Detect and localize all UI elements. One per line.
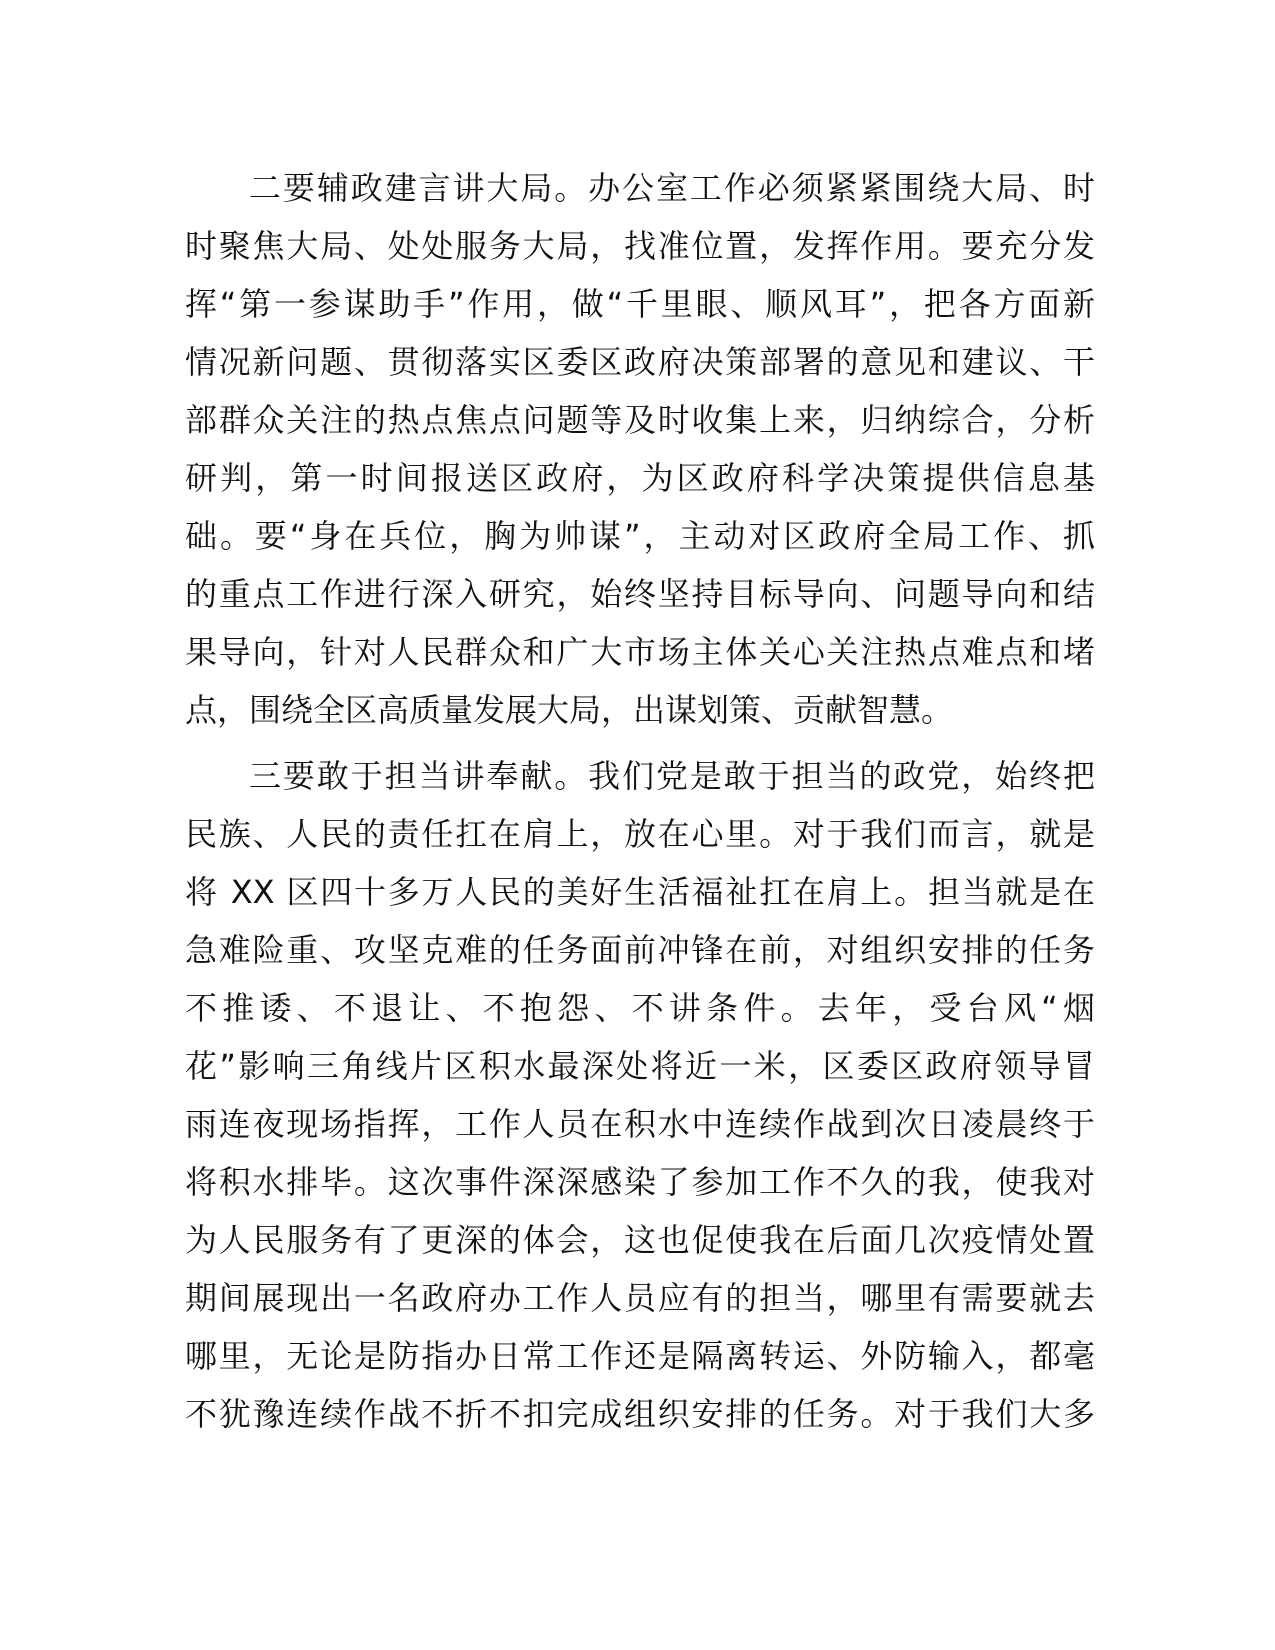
text-line: 将积水排毕。这次事件深深感染了参加工作不久的我，使我对 [185,1163,1095,1201]
text-line: 情况新问题、贯彻落实区委区政府决策部署的意见和建议、干 [185,343,1095,381]
text-line: 的重点工作进行深入研究，始终坚持目标导向、问题导向和结 [185,575,1095,613]
text-line: 研判，第一时间报送区政府，为区政府科学决策提供信息基 [185,459,1095,497]
text-line: 挥“第一参谋助手”作用，做“千里眼、顺风耳”，把各方面新 [185,285,1095,323]
text-line: 础。要“身在兵位，胸为帅谋”，主动对区政府全局工作、抓 [185,517,1095,555]
text-line: 民族、人民的责任扛在肩上，放在心里。对于我们而言，就是 [185,815,1095,853]
text-line: 雨连夜现场指挥，工作人员在积水中连续作战到次日凌晨终于 [185,1105,1095,1143]
text-line: 果导向，针对人民群众和广大市场主体关心关注热点难点和堵 [185,633,1095,671]
text-line: 部群众关注的热点焦点问题等及时收集上来，归纳综合，分析 [185,401,1095,439]
text-line: 点，围绕全区高质量发展大局，出谋划策、贡献智慧。 [185,691,954,729]
text-line: 时聚焦大局、处处服务大局，找准位置，发挥作用。要充分发 [185,227,1095,265]
paragraph-1 [185,159,1095,739]
text-line: 不犹豫连续作战不折不扣完成组织安排的任务。对于我们大多 [185,1395,1095,1433]
text-line: 花”影响三角线片区积水最深处将近一米，区委区政府领导冒 [185,1047,1095,1085]
text-line: 急难险重、攻坚克难的任务面前冲锋在前，对组织安排的任务 [185,931,1095,969]
text-line: 为人民服务有了更深的体会，这也促使我在后面几次疫情处置 [185,1221,1095,1259]
text-line: 三要敢于担当讲奉献。我们党是敢于担当的政党，始终把 [249,757,1095,795]
paragraph-spacer [185,739,1095,747]
document-body [185,159,1095,1443]
text-line: 期间展现出一名政府办工作人员应有的担当，哪里有需要就去 [185,1279,1095,1317]
paragraph-2 [185,747,1095,1443]
text-line: 二要辅政建言讲大局。办公室工作必须紧紧围绕大局、时 [249,169,1095,207]
text-line: 哪里，无论是防指办日常工作还是隔离转运、外防输入，都毫 [185,1337,1095,1375]
text-line: 将 XX 区四十多万人民的美好生活福祉扛在肩上。担当就是在 [185,873,1095,911]
text-line: 不推诿、不退让、不抱怨、不讲条件。去年，受台风“烟 [185,989,1095,1027]
